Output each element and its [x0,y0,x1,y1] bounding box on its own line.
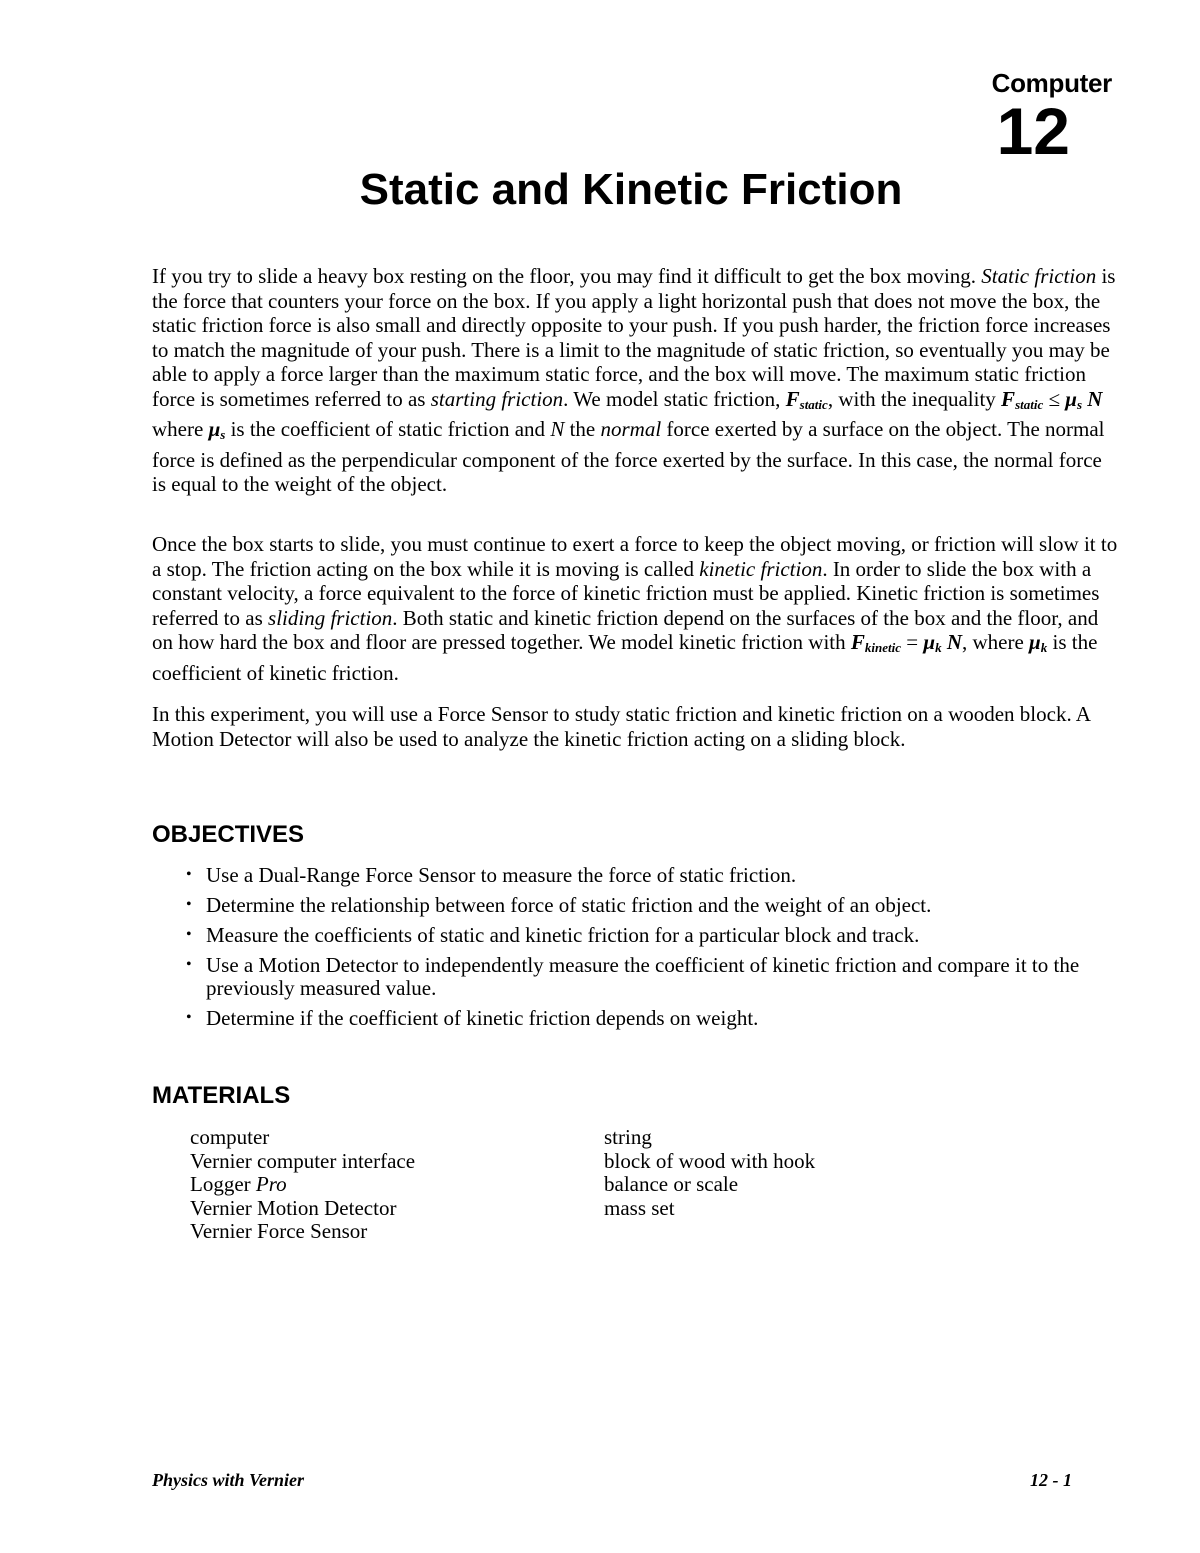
materials-column-left [190,1126,590,1244]
intro-paragraph-2: Once the box starts to slide, you must continue to exert a force to keep the object moving, or friction will slow it to a stop. The friction acting on the box while it is moving is called kinetic friction. In order to slide the box with a constant velocity, a force equivalent to the force of kinetic friction must be applied. Kinetic friction is sometimes referred to as sliding friction. Both static and kinetic friction depend on the surfaces of the box and the floor, and on how hard the box and floor are pressed together. We model kinetic friction with $F_{kinetic} = \mu_k$ N, where $\mu_k$ is the coefficient of kinetic friction. [152,532,1118,685]
materials-column-right [604,1126,1004,1220]
material-item: string [604,1125,652,1149]
kinetic-friction-term: kinetic friction [699,556,823,581]
footer-page-number: 12 - 1 [1030,1470,1072,1490]
objectives-list [186,864,1126,1037]
sliding-friction-term: sliding friction [268,605,393,630]
bullet-icon: • [186,866,192,883]
material-item: Vernier computer interface [190,1148,416,1173]
static-friction-term: Static friction [981,264,1097,288]
footer-book-title: Physics with Vernier [152,1470,305,1490]
bullet-icon: • [186,1008,192,1026]
normal-term: normal [600,417,662,441]
bullet-icon: • [186,896,192,913]
list-item: • Measure the coefficients of static and kinetic friction for a particular block and track. [186,923,920,947]
material-item: Logger Pro [190,1172,287,1196]
material-item: computer [190,1125,270,1149]
materials-heading: MATERIALS [152,1082,291,1109]
material-item: mass set [604,1195,675,1220]
f-static-symbol: F [785,386,800,411]
intro-paragraph-3: In this experiment, you will use a Force Sensor to study static friction and kinetic friction on a wooden block. A Motion Detector will also be used to analyze the kinetic friction acting on a sliding block. [152,702,1090,751]
starting-friction-term: starting friction [430,386,564,411]
bullet-icon: • [186,956,192,973]
list-item: • Determine the relationship between force of static friction and the weight of an object. [186,893,932,917]
material-item: Vernier Motion Detector [190,1195,397,1220]
inequality-symbol: ≤ [1043,386,1066,411]
objectives-heading: OBJECTIVES [152,821,305,848]
header-label: Computer [991,68,1112,98]
list-item: • Use a Dual-Range Force Sensor to measure the force of static friction. [186,863,797,887]
experiment-number: 12 [996,94,1070,168]
f-kinetic-symbol: F [850,630,865,654]
material-item: block of wood with hook [604,1148,816,1173]
list-item: • Use a Motion Detector to independently measure the coefficient of kinetic friction and compare it to the previously measured value. [186,953,1080,1000]
material-item: balance or scale [604,1172,739,1196]
intro-paragraph-1: If you try to slide a heavy box resting on the floor, you may find it difficult to get the box moving. Static friction is the force that counters your force on the box. If you apply a light horizontal push that does not move the box, the static friction force is also small and directly opposite to your push. If you push harder, the friction force increases to match the magnitude of your push. There is a limit to the magnitude of static friction, so eventually you may be able to apply a force larger than the maximum static force, and the box will move. The maximum static friction force is sometimes referred to as starting friction. We model static friction, $F_{static}$, with the inequality $F_{static} \le \mu_s$ N where $\mu_s$ is the coefficient of static friction and N the normal force exerted by a surface on the object. The normal force is defined as the perpendicular component of the force exerted by the surface. In this case, the normal force is equal to the weight of the object. [152,264,1116,496]
page-title: Static and Kinetic Friction [359,165,903,214]
material-item: Vernier Force Sensor [190,1219,368,1243]
bullet-icon: • [186,926,192,943]
list-item: • Determine if the coefficient of kinetic friction depends on weight. [186,1005,759,1030]
